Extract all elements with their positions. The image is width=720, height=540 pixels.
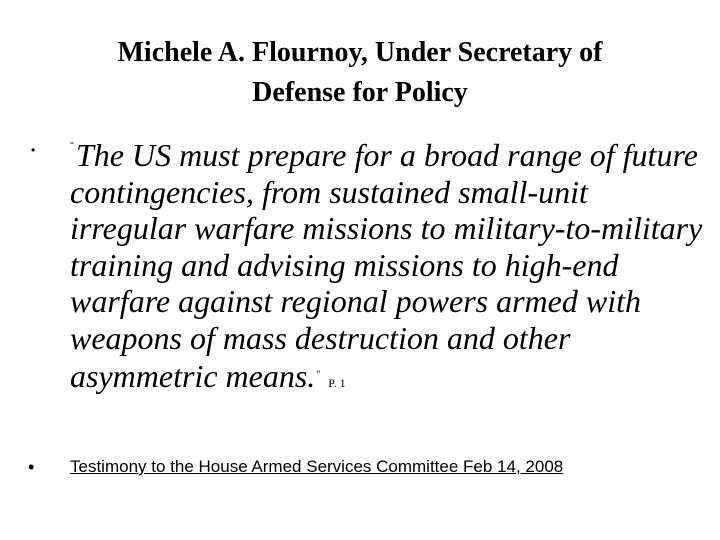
quote-text: The US must prepare for a broad range of future contingencies, from sustained small-unit irregular warfare missions to military-to-military training and advising missions to high-end warfare against regional powers armed with weapons of mass destruction and other asymmetric means. — [70, 137, 703, 394]
quote-bullet: • — [31, 143, 36, 157]
quote-text-block — [70, 127, 710, 402]
title-line-2: Defense for Policy — [252, 77, 468, 108]
page-reference: P. 1 — [328, 376, 346, 390]
title-line-1: Michele A. Flournoy, Under Secretary of — [117, 37, 603, 68]
open-quote-mark: “ — [70, 140, 74, 150]
slide-title — [40, 33, 680, 113]
close-quote-mark: ” — [316, 369, 321, 379]
testimony-source-link[interactable]: Testimony to the House Armed Services Committee Feb 14, 2008 — [70, 457, 564, 476]
source-bullet: • — [28, 457, 35, 477]
